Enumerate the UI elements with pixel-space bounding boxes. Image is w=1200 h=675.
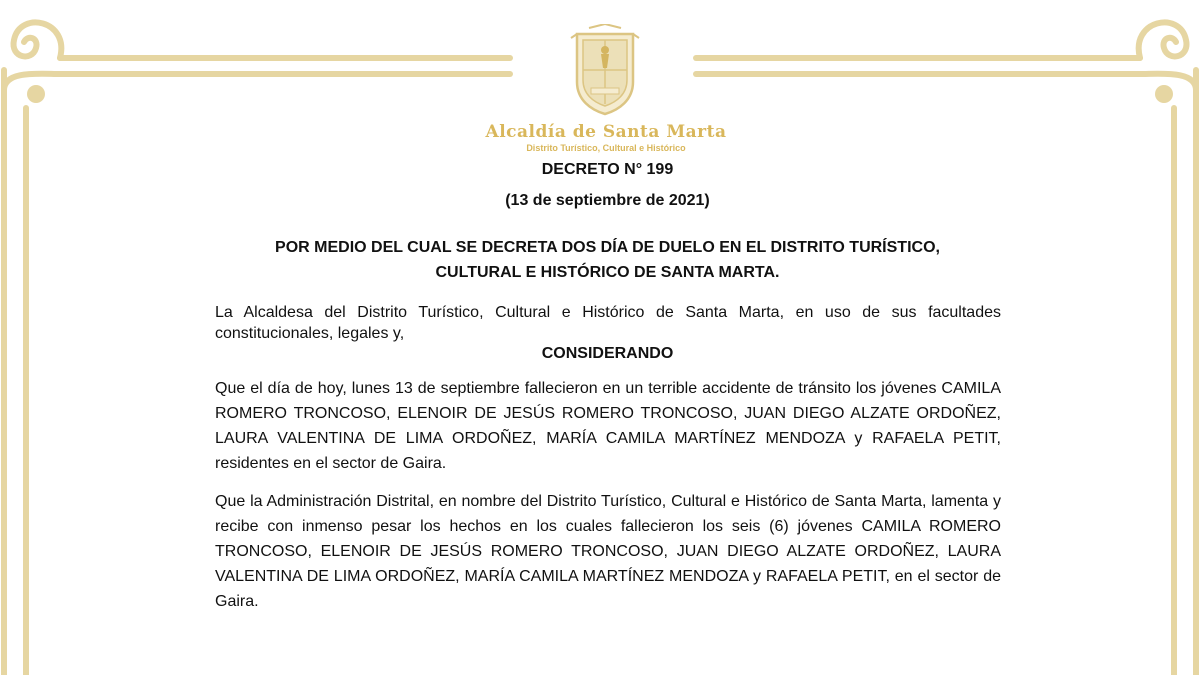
- considerando-heading: CONSIDERANDO: [541, 345, 674, 362]
- organization-name: Alcaldía de Santa Marta: [485, 122, 727, 142]
- decree-heading: [200, 235, 1015, 285]
- intro-paragraph: La Alcaldesa del Distrito Turístico, Cultural e Histórico de Santa Marta, en uso de sus facultades constitucionales, legales y,: [215, 304, 1001, 342]
- considering-paragraph-2: Que la Administración Distrital, en nombre del Distrito Turístico, Cultural e Histórico de Santa Marta, lamenta y recibe con inmenso pesar los hechos en los cuales fallecieron los seis (6) jóvenes CAMILA ROMERO TRONCOSO, ELENOIR DE JESÚS ROMERO TRONCOSO, JUAN DIEGO ALZATE ORDOÑEZ, LAURA VALENTINA DE LIMA ORDOÑEZ, MARÍA CAMILA MARTÍNEZ MENDOZA y RAFAELA PETIT, en el sector de Gaira.: [215, 493, 1001, 610]
- decree-heading-line-1: POR MEDIO DEL CUAL SE DECRETA DOS DÍA DE DUELO EN EL DISTRITO TURÍSTICO,: [275, 239, 940, 256]
- considering-paragraph-1: Que el día de hoy, lunes 13 de septiembre fallecieron en un terrible accidente de tránsito los jóvenes CAMILA ROMERO TRONCOSO, ELENOIR DE JESÚS ROMERO TRONCOSO, JUAN DIEGO ALZATE ORDOÑEZ, LAURA VALENTINA DE LIMA ORDOÑEZ, MARÍA CAMILA MARTÍNEZ MENDOZA y RAFAELA PETIT, residentes en el sector de Gaira.: [215, 380, 1001, 472]
- santa-marta-coat-of-arms-icon: [567, 24, 643, 116]
- decree-heading-line-2: CULTURAL E HISTÓRICO DE SANTA MARTA.: [435, 264, 780, 281]
- decree-date: (13 de septiembre de 2021): [505, 192, 710, 209]
- organization-subtitle: Distrito Turístico, Cultural e Histórico: [526, 143, 686, 153]
- decree-number: DECRETO N° 199: [541, 161, 674, 178]
